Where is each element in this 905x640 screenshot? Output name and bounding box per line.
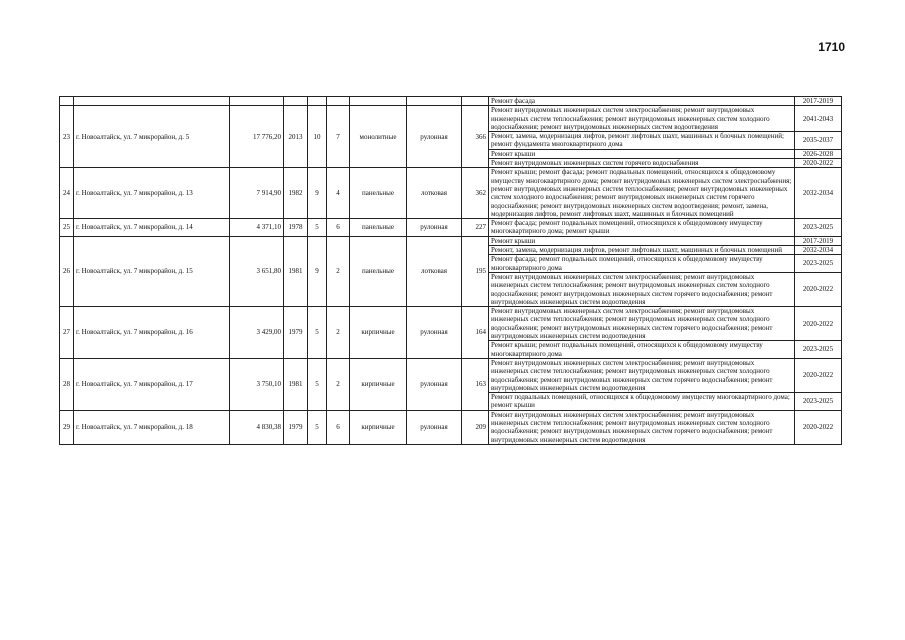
house-number-cell: 25 (60, 219, 74, 237)
floors-cell: 5 (308, 307, 327, 359)
entrances-cell: 2 (327, 236, 350, 306)
area-cell: 4 371,10 (230, 219, 284, 237)
house-number-cell: 23 (60, 106, 74, 168)
work-period-cell: 2017-2019 (795, 97, 842, 106)
build-year-cell (284, 97, 308, 106)
area-cell: 3 429,00 (230, 307, 284, 359)
apartments-cell: 195 (462, 236, 489, 306)
roof-type-cell: рулонная (407, 219, 462, 237)
work-period-cell: 2032-2034 (795, 168, 842, 219)
entrances-cell: 4 (327, 168, 350, 219)
area-cell: 4 830,38 (230, 410, 284, 444)
wall-material-cell: кирпичные (350, 410, 407, 444)
work-period-cell: 2023-2025 (795, 255, 842, 273)
wall-material-cell: монолитные (350, 106, 407, 168)
work-description-cell: Ремонт крыши; ремонт фасада; ремонт подвальных помещений, относящихся к общедомовому имуществу многоквартирного дома; ремонт внутридомовых инженерных систем электроснабжения; ремонт внутридомовых инженерных систем теплоснабжения; ремонт внутридомовых инженерных систем холодного водоснабжения; ремонт внутридомовых инженерных систем горячего водоснабжения; ремонт внутридомовых инженерных систем водоотведения; ремонт, замена, модернизация лифтов, ремонт лифтовых шахт, машинных и блочных помещений (489, 168, 795, 219)
table-row (60, 219, 842, 237)
work-description-cell: Ремонт внутридомовых инженерных систем электроснабжения; ремонт внутридомовых инженерных систем теплоснабжения; ремонт внутридомовых инженерных систем холодного водоснабжения; ремонт внутридомовых инженерных систем водоотведения (489, 106, 795, 132)
work-period-cell: 2020-2022 (795, 307, 842, 341)
wall-material-cell (350, 97, 407, 106)
table-row (60, 307, 842, 341)
area-cell: 17 776,20 (230, 106, 284, 168)
work-period-cell: 2020-2022 (795, 358, 842, 392)
house-number-cell: 27 (60, 307, 74, 359)
build-year-cell: 1979 (284, 307, 308, 359)
address-cell: г. Новоалтайск, ул. 7 микрорайон, д. 16 (74, 307, 230, 359)
floors-cell: 5 (308, 358, 327, 410)
entrances-cell: 2 (327, 307, 350, 359)
entrances-cell: 7 (327, 106, 350, 168)
entrances-cell: 6 (327, 219, 350, 237)
work-description-cell: Ремонт внутридомовых инженерных систем электроснабжения; ремонт внутридомовых инженерных систем теплоснабжения; ремонт внутридомовых инженерных систем холодного водоснабжения; ремонт внутридомовых инженерных систем горячего водоснабжения; ремонт внутридомовых инженерных систем водоотведения (489, 410, 795, 444)
apartments-cell: 209 (462, 410, 489, 444)
work-period-cell: 2032-2034 (795, 246, 842, 255)
wall-material-cell: кирпичные (350, 358, 407, 410)
roof-type-cell: лотковая (407, 168, 462, 219)
house-number-cell (60, 97, 74, 106)
roof-type-cell: рулонная (407, 358, 462, 410)
work-description-cell: Ремонт крыши; ремонт подвальных помещений, относящихся к общедомовому имуществу многоквартирного дома (489, 341, 795, 359)
work-period-cell: 2020-2022 (795, 159, 842, 168)
house-number-cell: 24 (60, 168, 74, 219)
area-cell: 3 651,80 (230, 236, 284, 306)
work-period-cell: 2020-2022 (795, 410, 842, 444)
build-year-cell: 1979 (284, 410, 308, 444)
roof-type-cell: лотковая (407, 236, 462, 306)
floors-cell: 9 (308, 236, 327, 306)
address-cell: г. Новоалтайск, ул. 7 микрорайон, д. 13 (74, 168, 230, 219)
apartments-cell: 362 (462, 168, 489, 219)
wall-material-cell: панельные (350, 236, 407, 306)
roof-type-cell: рулонная (407, 410, 462, 444)
build-year-cell: 1978 (284, 219, 308, 237)
house-number-cell: 28 (60, 358, 74, 410)
work-description-cell: Ремонт, замена, модернизация лифтов, ремонт лифтовых шахт, машинных и блочных помещений; ремонт фундамента многоквартирного дома (489, 132, 795, 150)
floors-cell: 5 (308, 219, 327, 237)
address-cell: г. Новоалтайск, ул. 7 микрорайон, д. 15 (74, 236, 230, 306)
work-period-cell: 2023-2025 (795, 393, 842, 411)
area-cell: 7 914,90 (230, 168, 284, 219)
area-cell: 3 750,10 (230, 358, 284, 410)
table-row (60, 106, 842, 132)
build-year-cell: 1981 (284, 358, 308, 410)
floors-cell (308, 97, 327, 106)
work-description-cell: Ремонт, замена, модернизация лифтов, ремонт лифтовых шахт, машинных и блочных помещений (489, 246, 795, 255)
work-description-cell: Ремонт фасада; ремонт подвальных помещений, относящихся к общедомовому имуществу многоквартирного дома; ремонт крыши (489, 219, 795, 237)
wall-material-cell: панельные (350, 219, 407, 237)
work-description-cell: Ремонт подвальных помещений, относящихся к общедомовому имуществу многоквартирного дома; ремонт крыши (489, 393, 795, 411)
work-period-cell: 2026-2028 (795, 149, 842, 158)
floors-cell: 10 (308, 106, 327, 168)
entrances-cell: 2 (327, 358, 350, 410)
wall-material-cell: кирпичные (350, 307, 407, 359)
table-row (60, 236, 842, 245)
floors-cell: 5 (308, 410, 327, 444)
apartments-cell: 227 (462, 219, 489, 237)
floors-cell: 9 (308, 168, 327, 219)
work-period-cell: 2035-2037 (795, 132, 842, 150)
work-description-cell: Ремонт внутридомовых инженерных систем электроснабжения; ремонт внутридомовых инженерных систем теплоснабжения; ремонт внутридомовых инженерных систем холодного водоснабжения; ремонт внутридомовых инженерных систем горячего водоснабжения; ремонт внутридомовых инженерных систем водоотведения (489, 307, 795, 341)
roof-type-cell: рулонная (407, 106, 462, 168)
roof-type-cell: рулонная (407, 307, 462, 359)
wall-material-cell: панельные (350, 168, 407, 219)
roof-type-cell (407, 97, 462, 106)
work-period-cell: 2041-2043 (795, 106, 842, 132)
area-cell (230, 97, 284, 106)
address-cell: г. Новоалтайск, ул. 7 микрорайон, д. 5 (74, 106, 230, 168)
work-description-cell: Ремонт крыши (489, 236, 795, 245)
apartments-cell: 366 (462, 106, 489, 168)
address-cell: г. Новоалтайск, ул. 7 микрорайон, д. 17 (74, 358, 230, 410)
entrances-cell: 6 (327, 410, 350, 444)
work-description-cell: Ремонт крыши (489, 149, 795, 158)
work-description-cell: Ремонт фасада; ремонт подвальных помещений, относящихся к общедомовому имуществу многоквартирного дома (489, 255, 795, 273)
apartments-cell: 163 (462, 358, 489, 410)
work-period-cell: 2023-2025 (795, 341, 842, 359)
work-period-cell: 2023-2025 (795, 219, 842, 237)
table-row (60, 168, 842, 219)
build-year-cell: 1981 (284, 236, 308, 306)
address-cell (74, 97, 230, 106)
address-cell: г. Новоалтайск, ул. 7 микрорайон, д. 18 (74, 410, 230, 444)
repair-schedule-table (59, 96, 842, 445)
table-row (60, 410, 842, 444)
table-row (60, 97, 842, 106)
address-cell: г. Новоалтайск, ул. 7 микрорайон, д. 14 (74, 219, 230, 237)
build-year-cell: 2013 (284, 106, 308, 168)
apartments-cell (462, 97, 489, 106)
house-number-cell: 29 (60, 410, 74, 444)
work-description-cell: Ремонт внутридомовых инженерных систем горячего водоснабжения (489, 159, 795, 168)
work-period-cell: 2020-2022 (795, 272, 842, 306)
apartments-cell: 164 (462, 307, 489, 359)
work-description-cell: Ремонт внутридомовых инженерных систем электроснабжения; ремонт внутридомовых инженерных систем теплоснабжения; ремонт внутридомовых инженерных систем холодного водоснабжения; ремонт внутридомовых инженерных систем горячего водоснабжения; ремонт внутридомовых инженерных систем водоотведения (489, 272, 795, 306)
build-year-cell: 1982 (284, 168, 308, 219)
work-period-cell: 2017-2019 (795, 236, 842, 245)
table-row (60, 358, 842, 392)
entrances-cell (327, 97, 350, 106)
work-description-cell: Ремонт внутридомовых инженерных систем электроснабжения; ремонт внутридомовых инженерных систем теплоснабжения; ремонт внутридомовых инженерных систем холодного водоснабжения; ремонт внутридомовых инженерных систем горячего водоснабжения; ремонт внутридомовых инженерных систем водоотведения (489, 358, 795, 392)
page-number: 1710 (818, 40, 845, 54)
work-description-cell: Ремонт фасада (489, 97, 795, 106)
house-number-cell: 26 (60, 236, 74, 306)
table-body (60, 97, 842, 445)
